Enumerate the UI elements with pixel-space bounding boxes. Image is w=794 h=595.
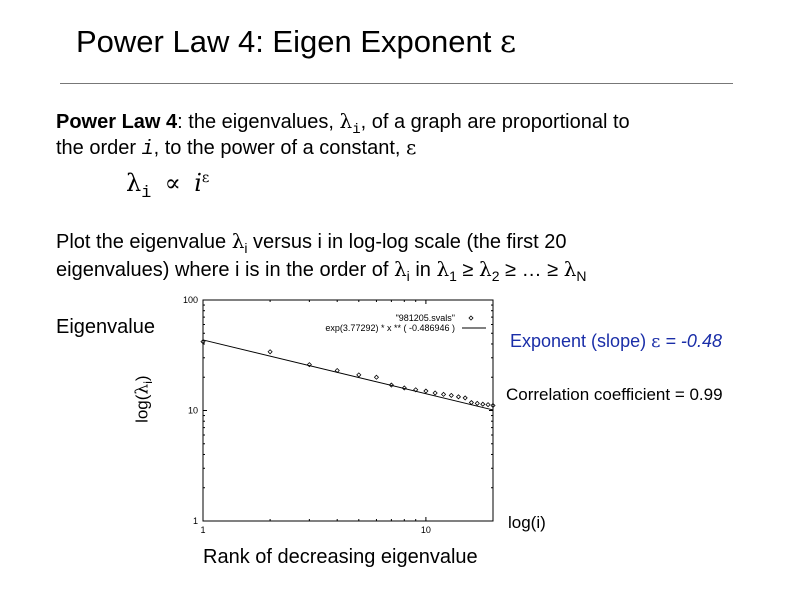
fit-line	[203, 340, 493, 410]
data-point	[463, 396, 467, 400]
y-tick-label: 1	[192, 516, 198, 526]
plot-description-line1: Plot the eigenvalue $\lambda_i$ versus i in log-log scale (the first 20	[56, 229, 567, 256]
law-statement-line1: Power Law 4: the eigenvalues, $\lambda_i$, of a graph are proportional to	[56, 109, 630, 138]
exponent-annotation: Exponent (slope) ε = -0.48	[510, 331, 722, 352]
y-axis-title: $\log(\lambda_i)$	[132, 375, 155, 423]
data-point	[442, 392, 446, 396]
data-point	[486, 403, 490, 407]
slide-title: Power Law 4: Eigen Exponent ε	[76, 24, 517, 60]
data-point	[481, 402, 485, 406]
y-tick-label: 10	[187, 405, 198, 416]
x-axis-log-label: log(i)	[508, 513, 546, 532]
data-point	[374, 375, 378, 379]
plot-frame	[203, 300, 493, 521]
data-point	[456, 395, 460, 399]
x-tick-label: 1	[200, 525, 206, 535]
legend-series-marker	[469, 316, 473, 320]
legend-series-label: "981205.svals"	[395, 313, 455, 323]
data-point	[433, 391, 437, 395]
law-statement-line2: the order i, to the power of a constant, ε	[56, 135, 417, 161]
eigenvalue-label: Eigenvalue	[56, 316, 155, 338]
y-tick-label: 100	[182, 295, 198, 305]
legend-fit-label: exp(3.77292) * x ** ( -0.486946 )	[325, 323, 455, 333]
data-point	[449, 393, 453, 397]
power-law-formula: $\lambda_i \propto i^\varepsilon$	[126, 169, 210, 203]
x-tick-label: 10	[420, 525, 431, 535]
data-point	[424, 389, 428, 393]
data-point	[357, 373, 361, 377]
correlation-annotation: Correlation coefficient = 0.99	[506, 385, 723, 404]
plot-description-line2: eigenvalues) where i is in the order of $\lambda_i$ in $\lambda_1 \ge \lambda_2$ ≥ … ≥ $\lambda_N$	[56, 257, 587, 284]
data-point	[475, 401, 479, 405]
x-axis-title: Rank of decreasing eigenvalue	[203, 546, 478, 568]
data-point	[268, 350, 272, 354]
